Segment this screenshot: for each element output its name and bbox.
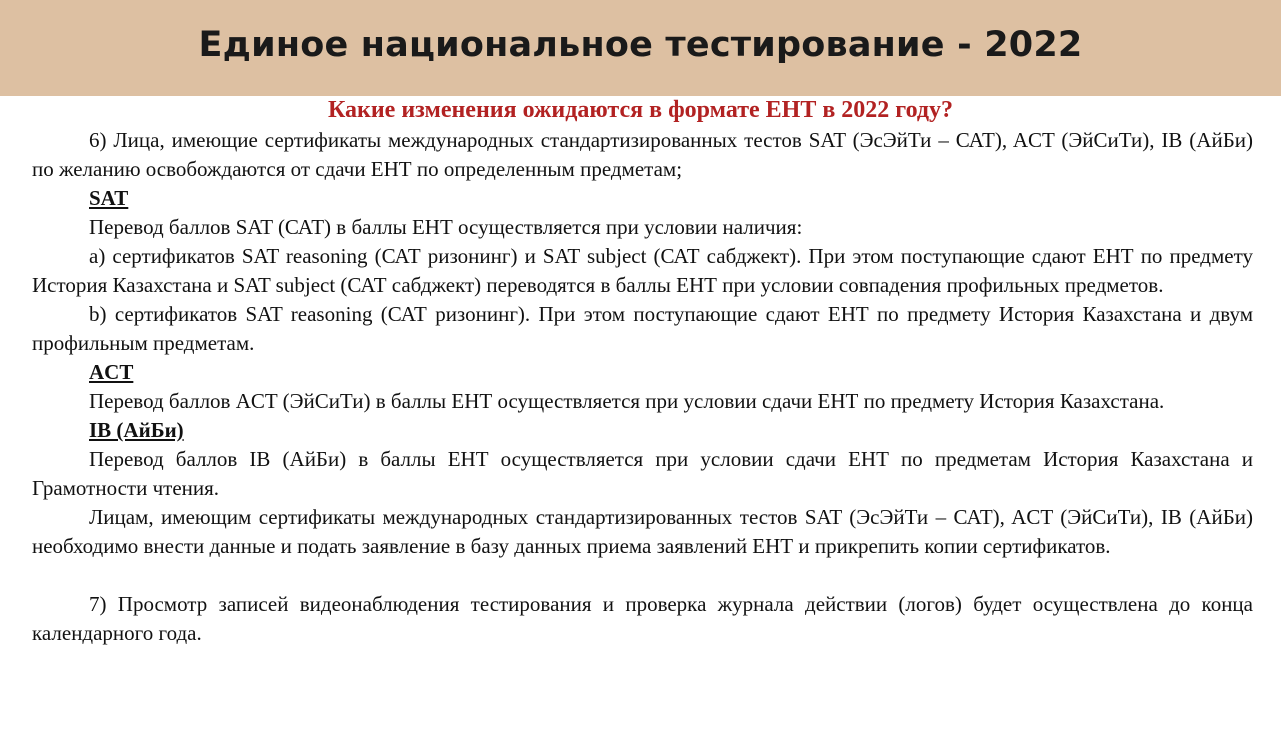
- slide-subtitle: Какие изменения ожидаются в формате ЕНТ в 2022 году?: [327, 97, 954, 123]
- paragraph-gap: [32, 561, 1253, 590]
- certificates-note: Лицам, имеющим сертификаты международных стандартизированных тестов SAT (ЭсЭйТи – САТ), ACT (ЭйСиТи), IB (АйБи) необходимо внести данные и подать заявление в базу данных приема заявлений ЕНТ и прикрепить копии сертификатов.: [32, 505, 1253, 558]
- sat-heading: SAT: [89, 186, 129, 210]
- title-banner: [0, 0, 1281, 96]
- sat-option-b: b) сертификатов SAT reasoning (САТ ризонинг). При этом поступающие сдают ЕНТ по предмету История Казахстана и двум профильным предметам.: [32, 302, 1253, 355]
- slide-title: Единое национальное тестирование - 2022: [198, 25, 1083, 65]
- paragraph-6-intro: 6) Лица, имеющие сертификаты международных стандартизированных тестов SAT (ЭсЭйТи – САТ), ACT (ЭйСиТи), IB (АйБи) по желанию освобождаются от сдачи ЕНТ по определенным предметам;: [32, 128, 1253, 181]
- slide-body: [32, 126, 1253, 648]
- ib-heading: IB (АйБи): [89, 418, 184, 442]
- sat-transfer-paragraph: Перевод баллов SAT (САТ) в баллы ЕНТ осуществляется при условии наличия:: [89, 215, 803, 239]
- act-heading: ACT: [89, 360, 134, 384]
- act-transfer-paragraph: Перевод баллов ACT (ЭйСиТи) в баллы ЕНТ осуществляется при условии сдачи ЕНТ по предмету История Казахстана.: [89, 389, 1165, 413]
- paragraph-7: 7) Просмотр записей видеонаблюдения тестирования и проверка журнала действии (логов) будет осуществлена до конца календарного года.: [32, 592, 1253, 645]
- ib-transfer-paragraph: Перевод баллов IB (АйБи) в баллы ЕНТ осуществляется при условии сдачи ЕНТ по предметам История Казахстана и Грамотности чтения.: [32, 447, 1253, 500]
- sat-option-a: а) сертификатов SAT reasoning (САТ ризонинг) и SAT subject (САТ сабджект). При этом поступающие сдают ЕНТ по предмету История Казахстана и SAT subject (САТ сабджект) переводятся в баллы ЕНТ при условии совпадения профильных предметов.: [32, 244, 1253, 297]
